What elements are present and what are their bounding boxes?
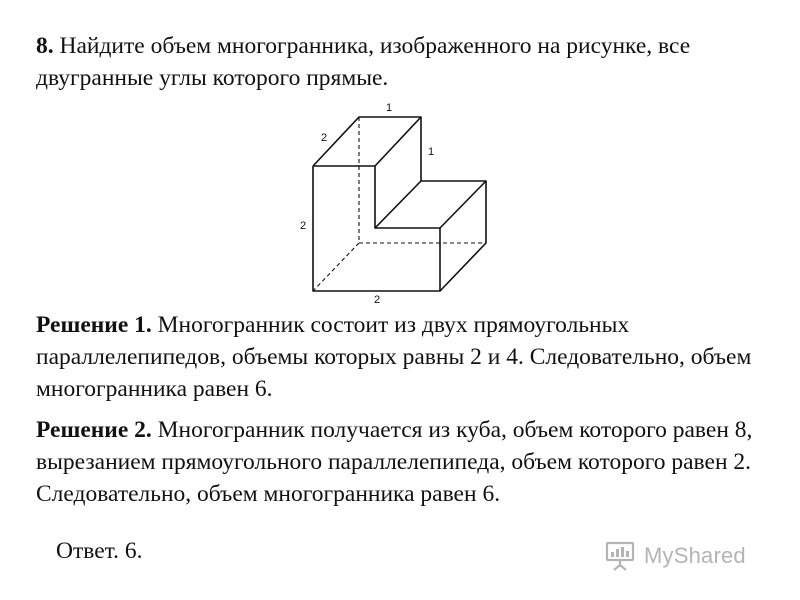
- step-face: [375, 181, 486, 228]
- front-face: [313, 166, 440, 291]
- label-step-height: 1: [428, 146, 435, 158]
- problem-text: Найдите объем многогранника, изображенного на рисунке, все двугранные углы которого прямые.: [36, 33, 691, 91]
- label-top-width: 1: [386, 102, 393, 114]
- right-face: [440, 181, 486, 291]
- solution-2-text: Многогранник получается из куба, объем которого равен 8, вырезанием прямоугольного параллелепипеда, объем которого равен 2. Следовательно, объем многогранника равен 6.: [36, 417, 753, 507]
- solution-2: [36, 414, 766, 510]
- top-face: [313, 117, 421, 166]
- solution-1: [36, 309, 766, 405]
- hidden-bottom-depth-edge: [313, 243, 359, 291]
- watermark: [604, 536, 774, 576]
- answer: Ответ. 6.: [56, 538, 143, 564]
- label-bottom-width: 2: [374, 294, 381, 306]
- problem-number: 8.: [36, 33, 54, 59]
- label-left-height: 2: [300, 220, 307, 232]
- watermark-text: MyShared: [644, 543, 746, 568]
- solution-2-heading: Решение 2.: [36, 417, 152, 443]
- label-top-depth: 2: [321, 132, 328, 144]
- presentation-board-icon: [604, 539, 638, 573]
- solution-1-text: Многогранник состоит из двух прямоугольных параллелепипедов, объемы которых равны 2 и 4. Следовательно, объем многогранника равен 6.: [36, 312, 752, 402]
- polyhedron-drawing: [290, 98, 500, 310]
- solution-1-heading: Решение 1.: [36, 312, 152, 338]
- problem-statement: [36, 30, 776, 94]
- polyhedron-figure: [290, 98, 500, 310]
